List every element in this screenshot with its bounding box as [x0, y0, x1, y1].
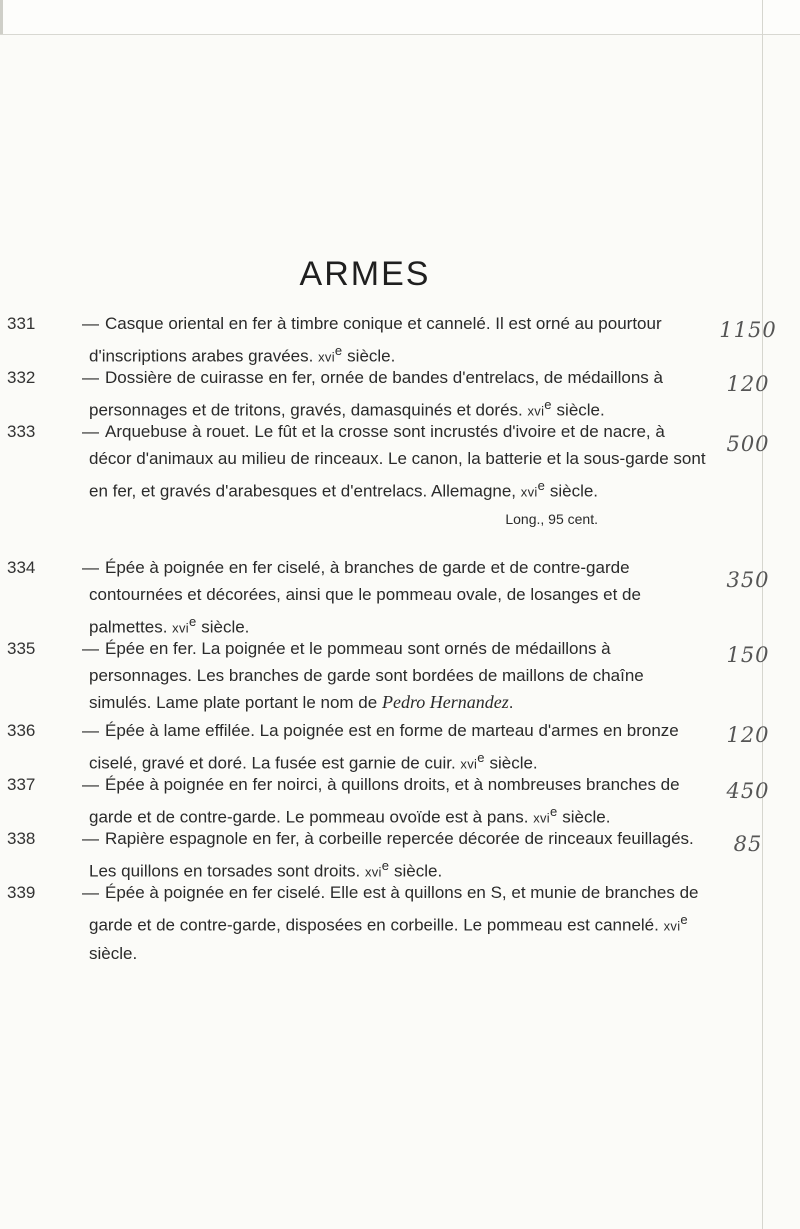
entry-tail: siècle. — [484, 753, 538, 773]
entry-text: Rapière espagnole en fer, à corbeille repercée décorée de rinceaux feuillagés. Les quillons en torsades sont droits. — [89, 829, 694, 881]
maker-name: Pedro Hernandez — [381, 692, 509, 712]
century: xvi — [318, 349, 335, 365]
entry-text: Épée à poignée en fer noirci, à quillons droits, et à nombreuses branches de garde et de contre-garde. Le pommeau ovoïde est à pans. — [89, 775, 680, 827]
entry-text: Épée à poignée en fer ciselé, à branches de garde et de contre-garde contournées et décorées, ainsi que le pommeau ovale, de losanges et de palmettes. — [89, 558, 641, 637]
entry-tail: . — [508, 693, 514, 712]
entry-number: 334 — [7, 558, 36, 577]
catalogue-entry-333: 333 — Arquebuse à rouet. Le fût et la crosse sont incrustés d'ivoire et de nacre, à décor d'animaux au milieu de rinceaux. Le canon, la batterie et la sous-garde sont en fer, et gravés d'arabesques et d'entrelacs. Allemagne, xvi$^e$ siècle. Long., 95 cent. — [48, 418, 708, 533]
entry-tail: siècle. — [557, 807, 611, 827]
catalogue-entry-331: 331 — Casque oriental en fer à timbre conique et cannelé. Il est orné au pourtour d'inscriptions arabes gravées. xvi$^e$ siècle. — [48, 310, 708, 371]
century: xvi — [172, 620, 189, 636]
handwritten-price: 1150 — [719, 318, 777, 342]
entry-number: 336 — [7, 721, 36, 740]
century: xvi — [364, 864, 382, 880]
century: xvi — [527, 403, 545, 419]
century-sup: e — [188, 614, 197, 629]
entry-tail: siècle. — [389, 861, 443, 881]
entry-text: Épée à poignée en fer ciselé. Elle est à quillons en S, et munie de branches de garde et de contre-garde, disposées en corbeille. Le pommeau est cannelé. — [89, 883, 699, 935]
handwritten-price: 500 — [726, 432, 770, 456]
catalogue-entry-336: 336 — Épée à lame effilée. La poignée est en forme de marteau d'armes en bronze ciselé, gravé et doré. La fusée est garnie de cuir. xvi$^e$ siècle. — [48, 717, 708, 778]
century-sup: e — [544, 397, 552, 412]
entry-tail: siècle. — [196, 617, 250, 637]
entry-tail: siècle. — [551, 400, 605, 420]
entry-text: Épée en fer. La poignée et le pommeau sont ornés de médaillons à personnages. Les branches de garde sont bordées de maillons de chaîne simulés. Lame plate portant le nom de — [89, 639, 644, 712]
page-title: ARMES — [299, 255, 431, 293]
entry-number: 339 — [7, 883, 36, 902]
century-sup: e — [680, 912, 688, 927]
century: xvi — [460, 756, 478, 772]
catalogue-entry-339: 339 — Épée à poignée en fer ciselé. Elle est à quillons en S, et munie de branches de garde et de contre-garde, disposées en corbeille. Le pommeau est cannelé. xvi$^e$ siècle. — [48, 879, 708, 967]
century: xvi — [533, 810, 550, 826]
century-sup: e — [549, 804, 558, 819]
previous-page-edge — [0, 0, 800, 35]
catalogue-entry-337: 337 — Épée à poignée en fer noirci, à quillons droits, et à nombreuses branches de garde et de contre-garde. Le pommeau ovoïde est à pans. xvi$^e$ siècle. — [48, 771, 708, 832]
century-sup: e — [334, 343, 343, 358]
handwritten-price: 350 — [726, 568, 770, 592]
handwritten-price: 120 — [726, 723, 770, 747]
margin-rule — [762, 0, 763, 1229]
handwritten-price: 450 — [726, 779, 770, 803]
catalogue-entry-334: 334 — Épée à poignée en fer ciselé, à branches de garde et de contre-garde contournées et décorées, ainsi que le pommeau ovale, de losanges et de palmettes. xvi$^e$ siècle. — [48, 554, 708, 642]
century: xvi — [663, 918, 681, 934]
handwritten-price: 85 — [733, 832, 763, 856]
entry-number: 338 — [7, 829, 36, 848]
century: xvi — [520, 484, 538, 500]
entry-number: 332 — [7, 368, 36, 387]
catalogue-entry-335: 335 — Épée en fer. La poignée et le pommeau sont ornés de médaillons à personnages. Les branches de garde sont bordées de maillons de chaîne simulés. Lame plate portant le nom de Pedro Hernandez. — [48, 635, 708, 716]
entry-number: 333 — [7, 422, 36, 441]
entry-text: Épée à lame effilée. La poignée est en forme de marteau d'armes en bronze ciselé, gravé et doré. La fusée est garnie de cuir. — [89, 721, 679, 773]
entry-number: 331 — [7, 314, 36, 333]
page-edge-marker — [0, 0, 3, 34]
entry-text: Arquebuse à rouet. Le fût et la crosse sont incrustés d'ivoire et de nacre, à décor d'animaux au milieu de rinceaux. Le canon, la batterie et la sous-garde sont en fer, et gravés d'arabesques et d'entrelacs. Allemagne, — [89, 422, 706, 501]
entry-text: Casque oriental en fer à timbre conique et cannelé. Il est orné au pourtour d'inscriptions arabes gravées. — [89, 314, 662, 366]
entry-number: 337 — [7, 775, 36, 794]
dimensions: Long., 95 cent. — [505, 510, 598, 527]
catalogue-entry-332: 332 — Dossière de cuirasse en fer, ornée de bandes d'entrelacs, de médaillons à personnages et de tritons, gravés, damasquinés et dorés. xvi$^e$ siècle. — [48, 364, 708, 425]
entry-tail: siècle. — [342, 346, 396, 366]
handwritten-price: 150 — [726, 643, 770, 667]
entry-text: Dossière de cuirasse en fer, ornée de bandes d'entrelacs, de médaillons à personnages et de tritons, gravés, damasquinés et dorés. — [89, 368, 663, 420]
century-sup: e — [381, 858, 390, 873]
entry-tail: siècle. — [545, 481, 599, 501]
handwritten-price: 120 — [726, 372, 770, 396]
entry-number: 335 — [7, 639, 36, 658]
catalogue-entry-338: 338 — Rapière espagnole en fer, à corbeille repercée décorée de rinceaux feuillagés. Les quillons en torsades sont droits. xvi$^e$ siècle. — [48, 825, 708, 886]
century-sup: e — [477, 750, 485, 765]
century-sup: e — [537, 478, 546, 493]
entry-tail: siècle. — [89, 943, 138, 963]
